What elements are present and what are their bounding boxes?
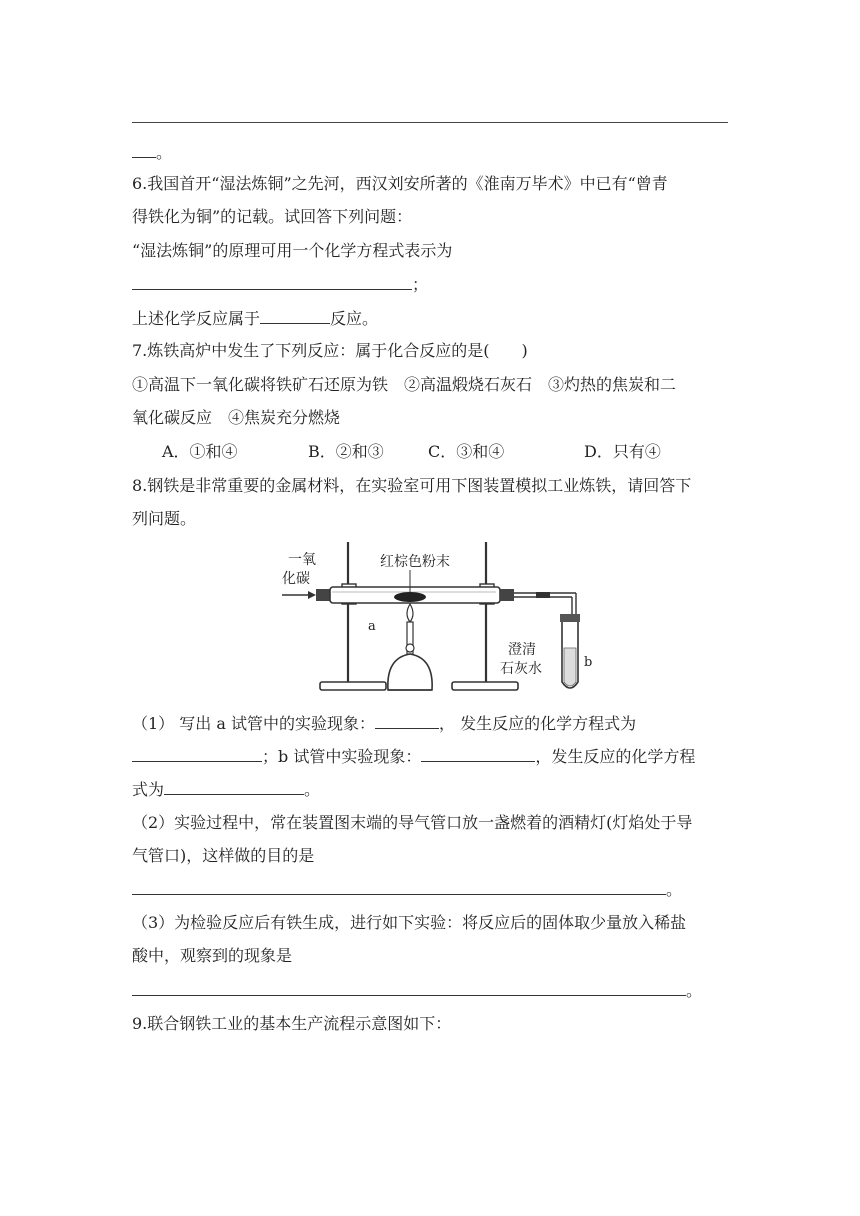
- q6-line-1: 6.我国首开“湿法炼铜”之先河，西汉刘安所著的《淮南万毕术》中已有“曾青: [132, 174, 668, 193]
- q8-line-1: 8.钢铁是非常重要的金属材料，在实验室可用下图装置模拟工业炼铁，请回答下: [132, 476, 692, 495]
- period-text: 。: [666, 880, 683, 899]
- label-co-1: 一氧: [288, 552, 316, 568]
- q6-text: 反应。: [330, 309, 379, 328]
- q8-text: 式为: [132, 780, 165, 799]
- option-b: B．②和③: [308, 442, 384, 461]
- q8-p3-line-1: （3）为检验反应后有铁生成，进行如下实验：将反应后的固体取少量放入稀盐: [132, 913, 687, 932]
- label-lime-2: 石灰水: [500, 661, 542, 677]
- semicolon-text: ；: [412, 275, 429, 294]
- answer-blank: [260, 307, 330, 324]
- answer-blank: [375, 712, 439, 729]
- q8-p2-line-3: [132, 878, 682, 901]
- answer-blank: [132, 273, 412, 290]
- stopper-left: [316, 589, 330, 601]
- answer-blank: [164, 778, 304, 795]
- option-c: C．③和④: [428, 442, 505, 461]
- flame: [407, 604, 413, 622]
- alcohol-lamp: [388, 654, 432, 690]
- q8-p1-line-1: [132, 712, 636, 735]
- apparatus-figure: [280, 540, 620, 700]
- stand-base-right: [452, 682, 518, 690]
- q8-p3-line-2: 酸中，观察到的现象是: [132, 946, 293, 965]
- q6-text: 上述化学反应属于: [132, 309, 261, 328]
- stopper-right: [500, 589, 514, 601]
- label-co-2: 化碳: [282, 571, 310, 587]
- q8-text: ，发生反应的化学方程: [535, 747, 696, 766]
- q8-p2-line-1: （2）实验过程中，常在装置图末端的导气管口放一盏燃着的酒精灯(灯焰处于导: [132, 813, 693, 832]
- q6-line-3: “湿法炼铜”的原理可用一个化学方程式表示为: [132, 241, 453, 260]
- q8-text: ， 发生反应的化学方程式为: [438, 714, 637, 733]
- q6-line-2: 得铁化为铜”的记载。试回答下列问题：: [132, 207, 413, 226]
- q8-p3-line-3: [132, 979, 702, 1002]
- q5-tail-line: [132, 141, 172, 164]
- stand-base-left: [320, 682, 386, 690]
- answer-blank: [421, 745, 535, 762]
- q8-text: 。: [304, 780, 321, 799]
- answer-blank: [132, 979, 686, 996]
- q8-p2-line-2: 气管口)，这样做的目的是: [132, 846, 315, 865]
- q8-p1-line-3: [132, 778, 320, 801]
- period-text: 。: [156, 143, 173, 162]
- q7-line-2: ①高温下一氧化碳将铁矿石还原为铁 ②高温煅烧石灰石 ③灼热的焦炭和二: [132, 375, 677, 394]
- q7-line-3: 氧化碳反应 ④焦炭充分燃烧: [132, 408, 341, 427]
- arrowhead-icon: [308, 591, 316, 599]
- option-a: A．①和④: [162, 442, 238, 461]
- red-brown-powder: [394, 592, 426, 602]
- q8-p1-line-2: [132, 745, 695, 768]
- q9-line-1: 9.联合钢铁工业的基本生产流程示意图如下：: [132, 1014, 452, 1033]
- answer-blank: [132, 745, 262, 762]
- answer-blank: [132, 141, 156, 158]
- q7-options: [162, 441, 661, 463]
- q6-line-4: [132, 273, 428, 296]
- label-a: a: [368, 619, 376, 634]
- answer-blank: [132, 878, 666, 895]
- q8-text: ；b 试管中实验现象：: [262, 747, 422, 766]
- answer-line-q5: [132, 122, 728, 123]
- q6-line-5: [132, 307, 378, 330]
- period-text: 。: [686, 981, 703, 1000]
- q8-line-2: 列问题。: [132, 509, 197, 528]
- label-lime-1: 澄清: [508, 642, 536, 658]
- q8-text: （1） 写出 a 试管中的实验现象：: [132, 714, 375, 733]
- label-b: b: [584, 655, 593, 670]
- option-d: D．只有④: [584, 442, 661, 461]
- label-powder: 红棕色粉末: [380, 554, 450, 570]
- q7-stem: 7.炼铁高炉中发生了下列反应：属于化合反应的是( ): [132, 341, 528, 360]
